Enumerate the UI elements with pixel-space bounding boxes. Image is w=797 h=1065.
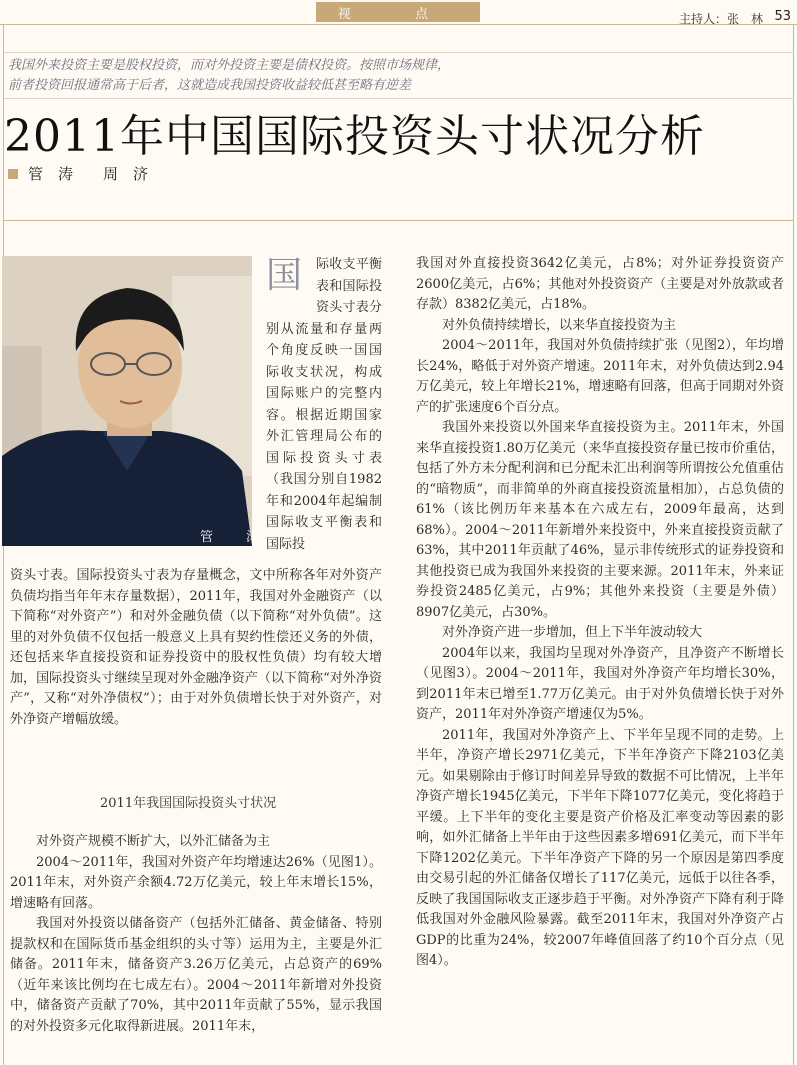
right-column [416,254,784,972]
paragraph-assets-growth: 2004～2011年，我国对外资产年均增速达26%（见图1）。2011年末，对外资产余额4.72万亿美元，较上年末增长15%，增速略有回落。 [10,854,382,911]
host-label: 主持人：张 林 [678,12,763,26]
lead-text [8,56,568,96]
left-column-lower [10,832,382,1037]
intro-wrap-text [266,254,382,555]
portrait-illustration [2,256,252,546]
paragraph-outward-investment: 我国对外直接投资3642亿美元，占8%；对外证券投资资产2600亿美元，占6%；其他对外投资资产（主要是对外放款或者存款）8382亿美元，占18%。 [416,256,784,312]
header-rule [0,24,797,25]
authors: 管 涛 周 济 [28,165,149,183]
page-number: 53 [774,9,791,24]
dropcap: 国 [266,255,303,296]
lead-rule-top [4,52,794,53]
lead-line-2: 前者投资回报通常高于后者，这就造成我国投资收益较低甚至略有逆差 [8,78,412,93]
paragraph-half-year: 2011年，我国对外净资产上、下半年呈现不同的走势。上半年，净资产增长2971亿美元，下半年净资产下降2103亿美元。如果剔除由于修订时间差异导致的数据不可比情况，上半年净资产增长1945亿美元，下半年下降1077亿美元，变化将趋于平缓。上下半年的变化主要是资产价格及汇率变动等因素的影响，如外汇储备上半年由于这些因素多增691亿美元，而下半年下降1202亿美元。下半年净资产下降的另一个原因是第四季度由交易引起的外汇储备仅增长了117亿美元，远低于以往各季，反映了我国国际收支正逐步趋于平衡。对外净资产下降有利于降低我国对外金融风险暴露。截至2011年末，我国对外净资产占GDP的比重为24%，较2007年峰值回落了约10个百分点（见图4）。 [416,727,784,968]
section-heading: 2011年我国国际投资头寸状况 [100,796,277,811]
photo-caption: 管 涛 [200,530,270,545]
square-bullet-icon [8,169,18,179]
subheading-assets: 对外资产规模不断扩大，以外汇储备为主 [36,834,271,849]
subheading-liabilities: 对外负债持续增长，以来华直接投资为主 [442,317,677,333]
intro-continued: 资头寸表。国际投资头寸表为存量概念，文中所称各年对外资产负债均指当年年末存量数据），2011年，我国对外金融资产（以下简称“对外资产”）和对外金融负债（以下简称“对外负债”。这里的对外负债不仅包括一般意义上具有契约性偿还义务的外债，还包括来华直接投资和证券投资中的股权性负债）均有较大增加，国际投资头寸继续呈现对外金融净资产（以下简称“对外净资产”，又称“对外净债权”）；由于对外负债增长快于对外资产，对外净资产增幅放缓。 [10,568,382,727]
section-tab: 视 点 [316,2,480,22]
page-frame-right [793,25,794,1065]
lead-rule-bottom [4,98,794,99]
left-column [10,566,382,730]
paragraph-liabilities-growth: 2004～2011年，我国对外负债持续扩张（见图2），年均增长24%，略低于对外资产增速。2011年末，对外负债达到2.94万亿美元，较上年增长21%，增速略有回落，但高于同期对外资产的扩张速度6个百分点。 [416,338,784,415]
subheading-net-assets: 对外净资产进一步增加，但上下半年波动较大 [442,625,703,640]
article-title: 2011年中国国际投资头寸状况分析 [4,111,705,162]
author-photo [2,256,252,546]
lead-line-1: 我国外来投资主要是股权投资，而对外投资主要是债权投资。按照市场规律， [8,58,451,73]
author-line [8,163,148,184]
paragraph-reserve-assets: 我国对外投资以储备资产（包括外汇储备、黄金储备、特别提款权和在国际货币基金组织的头寸等）运用为主，主要是外汇储备。2011年末，储备资产3.26万亿美元，占总资产的69%（近年来该比例均在七成左右）。2004～2011年新增对外投资中，储备资产贡献了70%，其中2011年贡献了55%，显示我国的对外投资多元化取得新进展。2011年末， [10,916,382,1034]
paragraph-fdi: 我国外来投资以外国来华直接投资为主。2011年末，外国来华直接投资1.80万亿美元（来华直接投资存量已按市价重估，包括了外方未分配利润和已分配未汇出利润等所谓按公允值重估的“暗物质”，而非简单的外商直接投资流量相加），占总负债的61%（该比例历年来基本在六成左右，2009年最高，达到68%）。2004～2011年新增外来投资中，外来直接投资贡献了63%，其中2011年贡献了46%，显示非传统形式的证券投资和其他投资已成为我国外来投资的主要来源。2011年末，外来证券投资2485亿美元，占9%；其他外来投资（主要是外债）8907亿美元，占30%。 [416,420,784,620]
intro-text: 际收支平衡表和国际投资头寸表分别从流量和存量两个角度反映一国国际收支状况，构成国际账户的完整内容。根据近期国家外汇管理局公布的国际投资头寸表（我国分别自1982年和2004年起编制国际收支平衡表和国际投 [266,257,382,552]
title-separator [4,220,794,221]
paragraph-net-assets: 2004年以来，我国均呈现对外净资产，且净资产不断增长（见图3）。2004～2011年，我国对外净资产年均增长30%，到2011年末已增至1.77万亿美元。由于对外负债增长快于对外资产，2011年对外净资产增速仅为5%。 [416,645,784,722]
